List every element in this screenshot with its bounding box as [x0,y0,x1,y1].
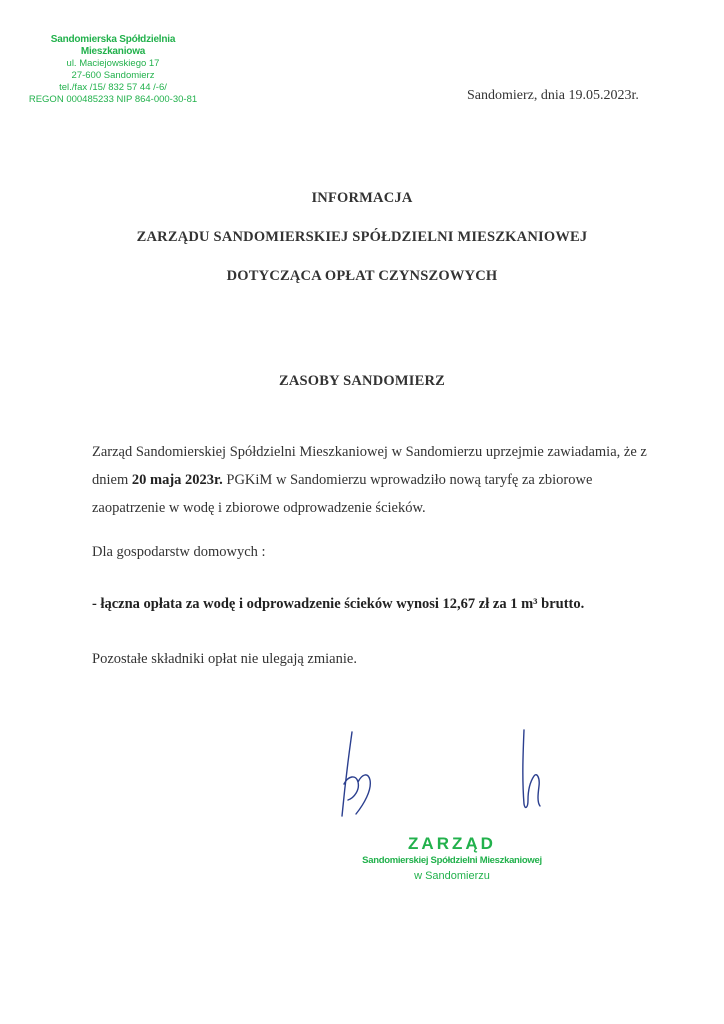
board-stamp [362,834,542,884]
section-heading: ZASOBY SANDOMIERZ [278,373,445,389]
signature-left [334,724,384,824]
header-stamp [28,34,198,106]
households-label: Dla gospodarstw domowych : [92,544,266,560]
board-stamp-city: w Sandomierzu [414,870,490,882]
stamp-phone: tel./fax /15/ 832 57 44 /-6/ [59,82,167,93]
water-fee-line: - łączna opłata za wodę i odprowadzenie ścieków wynosi 12,67 zł za 1 m³ brutto. [92,596,585,612]
announcement-text-end: PGKiM w Sandomierzu wprowadziło nową taryfę za zbiorowe zaopatrzenie w wodę i zbiorowe odprowadzenie ścieków. [92,472,593,516]
other-fees-note: Pozostałe składniki opłat nie ulegają zmianie. [92,651,357,667]
title-line-3: DOTYCZĄCA OPŁAT CZYNSZOWYCH [226,268,498,284]
title-line-1: INFORMACJA [311,190,413,206]
stamp-street: ul. Maciejowskiego 17 [66,58,160,69]
stamp-organization-name: Sandomierska Spółdzielnia Mieszkaniowa [50,34,176,57]
stamp-ids: REGON 000485233 NIP 864-000-30-81 [28,94,198,105]
effective-date: 20 maja 2023r. [131,472,223,488]
board-stamp-organization: Sandomierskiej Spółdzielni Mieszkaniowej [362,855,542,866]
signature-right [510,724,550,814]
title-line-2: ZARZĄDU SANDOMIERSKIEJ SPÓŁDZIELNI MIESZKANIOWEJ [136,229,588,245]
board-stamp-title: ZARZĄD [408,834,496,853]
stamp-city: 27-600 Sandomierz [71,70,155,81]
document-date: Sandomierz, dnia 19.05.2023r. [467,88,639,103]
announcement-text-start: Zarząd Sandomierskiej Spółdzielni Mieszkaniowej w Sandomierzu uprzejmie zawiadamia, że z dniem [92,444,647,488]
announcement-paragraph [92,438,652,522]
